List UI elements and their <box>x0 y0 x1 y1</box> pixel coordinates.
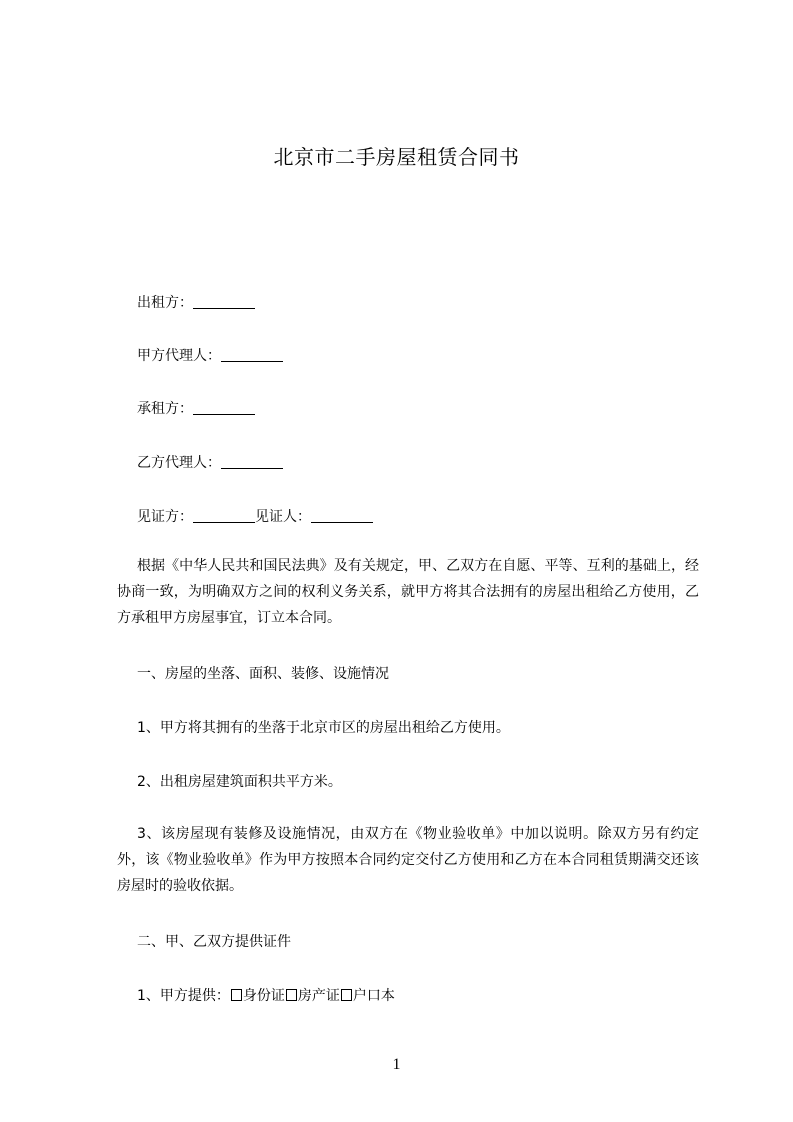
household-register-label: 户口本 <box>352 988 395 1004</box>
lessor-line <box>137 293 255 313</box>
lessee-agent-label: 乙方代理人： <box>137 455 221 471</box>
household-register-checkbox <box>341 989 352 1001</box>
id-card-checkbox <box>231 989 242 1001</box>
section2-heading: 二、甲、乙双方提供证件 <box>137 934 291 950</box>
page-number: 1 <box>392 1056 401 1073</box>
lessee-blank <box>193 400 255 415</box>
witness-party-blank <box>193 508 255 523</box>
lessor-label: 出租方： <box>137 295 193 311</box>
lessor-agent-label: 甲方代理人： <box>137 348 221 364</box>
lessee-label: 承租方： <box>137 401 193 417</box>
lessee-line <box>137 399 255 419</box>
property-cert-label: 房产证 <box>297 988 340 1004</box>
witness-person-label: 见证人： <box>255 509 311 525</box>
id-card-label: 身份证 <box>242 988 285 1004</box>
property-cert-checkbox <box>286 989 297 1001</box>
section1-heading: 一、房屋的坐落、面积、装修、设施情况 <box>137 666 389 682</box>
section1-item1: 1、甲方将其拥有的坐落于北京市区的房屋出租给乙方使用。 <box>137 720 510 736</box>
witness-party-label: 见证方： <box>137 509 193 525</box>
witness-line <box>137 507 373 527</box>
lessee-agent-line <box>137 453 283 473</box>
section2-item1 <box>137 986 395 1006</box>
preamble-paragraph: 根据《中华人民共和国民法典》及有关规定，甲、乙双方在自愿、平等、互利的基础上，经协商一致，为明确双方之间的权利义务关系，就甲方将其合法拥有的房屋出租给乙方使用，乙方承租甲方房屋事宜，订立本合同。 <box>117 558 699 626</box>
lessor-agent-blank <box>221 347 283 362</box>
lessee-agent-blank <box>221 454 283 469</box>
section2-item1-prefix: 1、甲方提供： <box>137 988 230 1004</box>
lessor-agent-line <box>137 346 283 366</box>
section1-item3: 3、该房屋现有装修及设施情况，由双方在《物业验收单》中加以说明。除双方另有约定外，该《物业验收单》作为甲方按照本合同约定交付乙方使用和乙方在本合同租赁期满交还该房屋时的验收依据。 <box>117 826 699 894</box>
lessor-blank <box>193 294 255 309</box>
witness-person-blank <box>311 508 373 523</box>
section1-item2: 2、出租房屋建筑面积共平方米。 <box>137 774 342 790</box>
document-title: 北京市二手房屋租赁合同书 <box>273 145 520 169</box>
